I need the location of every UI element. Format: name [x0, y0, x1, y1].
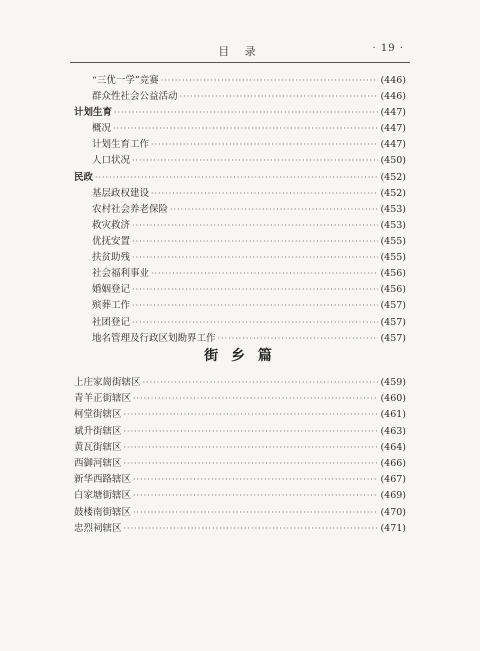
toc-page-number: (452) [380, 172, 406, 183]
toc-entry-label: 黄瓦街辖区 [74, 442, 122, 453]
toc-leader-dots [132, 318, 378, 327]
toc-leader-dots [133, 508, 378, 517]
toc-page-number: (455) [380, 236, 406, 247]
toc-entry-label: 人口状况 [92, 155, 131, 166]
toc-entry-label: 扶贫助残 [92, 252, 131, 263]
toc-entry-label: 婚姻登记 [92, 284, 131, 295]
toc-entry-label: 新华西路辖区 [74, 474, 132, 485]
toc-section-row[interactable] [74, 104, 406, 120]
toc-page-number: (446) [380, 91, 406, 102]
toc-page-number: (447) [380, 139, 406, 150]
toc-entry-label: 基层政权建设 [92, 188, 150, 199]
toc-entry-row[interactable] [74, 487, 406, 503]
toc-page-number: (470) [380, 507, 406, 518]
toc-leader-dots [132, 221, 378, 230]
toc-entry-label: 社会福利事业 [92, 268, 150, 279]
toc-section-row[interactable] [74, 169, 406, 185]
toc-leader-dots [124, 427, 379, 436]
toc-entry-label: 殡葬工作 [92, 300, 131, 311]
toc-leader-dots [170, 205, 378, 214]
toc-page-number: (447) [380, 107, 406, 118]
toc-entry-row[interactable] [74, 439, 406, 455]
toc-entry-row[interactable] [92, 314, 406, 330]
toc-entry-row[interactable] [92, 217, 406, 233]
toc-page-number: (450) [380, 155, 406, 166]
toc-page-number: (466) [380, 458, 406, 469]
toc-entry-row[interactable] [74, 455, 406, 471]
toc-leader-dots [180, 92, 379, 101]
toc-leader-dots [143, 378, 379, 387]
toc-entry-row[interactable] [92, 72, 406, 88]
toc-entry-row[interactable] [74, 406, 406, 422]
toc-leader-dots [124, 443, 379, 452]
toc-leader-dots [161, 76, 379, 85]
toc-entry-label: 地名管理及行政区划勘界工作 [92, 333, 216, 344]
toc-entry-row[interactable] [92, 281, 406, 297]
toc-entry-row[interactable] [74, 374, 406, 390]
toc-entry-label: 民政 [74, 172, 94, 183]
toc-entry-label: 鼓楼南街辖区 [74, 507, 132, 518]
toc-entry-row[interactable] [92, 152, 406, 168]
toc-entry-label: 忠烈祠辖区 [74, 523, 122, 534]
toc-entry-label: 优抚安置 [92, 236, 131, 247]
toc-page-number: (467) [380, 474, 406, 485]
toc-entry-label: 白家塘街辖区 [74, 490, 132, 501]
toc-leader-dots [132, 156, 378, 165]
toc-entry-row[interactable] [92, 297, 406, 313]
toc-entry-label: 柯堂街辖区 [74, 409, 122, 420]
header-page-number: · 19 · [372, 43, 404, 54]
toc-page-number: (459) [380, 377, 406, 388]
toc-leader-dots [151, 269, 378, 278]
toc-page-number: (452) [380, 188, 406, 199]
header-title: 目 录 [218, 45, 262, 58]
toc-leader-dots [124, 459, 379, 468]
toc-entry-row[interactable] [92, 88, 406, 104]
toc-entry-label: 计划生育 [74, 107, 113, 118]
toc-entry-row[interactable] [74, 504, 406, 520]
toc-page-number: (455) [380, 252, 406, 263]
toc-page-number: (456) [380, 284, 406, 295]
toc-entry-row[interactable] [74, 423, 406, 439]
toc-leader-dots [132, 237, 378, 246]
toc-entry-label: 群众性社会公益活动 [92, 91, 178, 102]
toc-entry-label: 社团登记 [92, 317, 131, 328]
toc-entry-row[interactable] [92, 330, 406, 346]
toc-entry-label: 救灾救济 [92, 220, 131, 231]
page-header [70, 40, 410, 63]
toc-page-number: (456) [380, 268, 406, 279]
toc-leader-dots [132, 301, 378, 310]
toc-entry-label: 西御河辖区 [74, 458, 122, 469]
toc-page-number: (469) [380, 490, 406, 501]
toc-page-number: (463) [380, 426, 406, 437]
toc-page-number: (460) [380, 393, 406, 404]
toc-leader-dots [132, 285, 378, 294]
toc-entry-row[interactable] [74, 390, 406, 406]
toc-leader-dots [124, 410, 379, 419]
section-heading: 街 乡 篇 [204, 348, 276, 364]
toc-entry-label: 青羊正街辖区 [74, 393, 132, 404]
toc-page-number: (464) [380, 442, 406, 453]
toc-leader-dots [95, 173, 378, 182]
toc-entry-label: 斌升街辖区 [74, 426, 122, 437]
toc-leader-dots [151, 189, 378, 198]
toc-entry-row[interactable] [92, 120, 406, 136]
toc-leader-dots [113, 124, 378, 133]
toc-entry-row[interactable] [74, 471, 406, 487]
toc-entry-row[interactable] [92, 201, 406, 217]
toc-page-number: (457) [380, 300, 406, 311]
toc-page-number: (461) [380, 409, 406, 420]
toc-page-number: (447) [380, 123, 406, 134]
toc-entry-row[interactable] [92, 265, 406, 281]
toc-entry-row[interactable] [92, 233, 406, 249]
toc-leader-dots [114, 108, 378, 117]
toc-entry-row[interactable] [92, 185, 406, 201]
toc-leader-dots [218, 334, 379, 343]
toc-leader-dots [132, 253, 378, 262]
toc-leader-dots [133, 394, 378, 403]
toc-page-number: (457) [380, 333, 406, 344]
toc-page-number: (446) [380, 75, 406, 86]
toc-page-number: (471) [380, 523, 406, 534]
toc-entry-label: 上庄家崗街辖区 [74, 377, 141, 388]
toc-entry-label: 农村社会养老保险 [92, 204, 169, 215]
toc-page-number: (453) [380, 204, 406, 215]
toc-entry-row[interactable] [92, 136, 406, 152]
toc-entry-label: “三优一学”竞赛 [92, 75, 159, 86]
toc-entry-row[interactable] [92, 249, 406, 265]
toc-entry-label: 概况 [92, 123, 112, 134]
toc-leader-dots [133, 491, 378, 500]
toc-leader-dots [124, 524, 379, 533]
toc-entry-row[interactable] [74, 520, 406, 536]
toc-page-number: (453) [380, 220, 406, 231]
toc-leader-dots [133, 475, 378, 484]
toc-page-number: (457) [380, 317, 406, 328]
toc-entry-label: 计划生育工作 [92, 139, 150, 150]
toc-leader-dots [151, 140, 378, 149]
